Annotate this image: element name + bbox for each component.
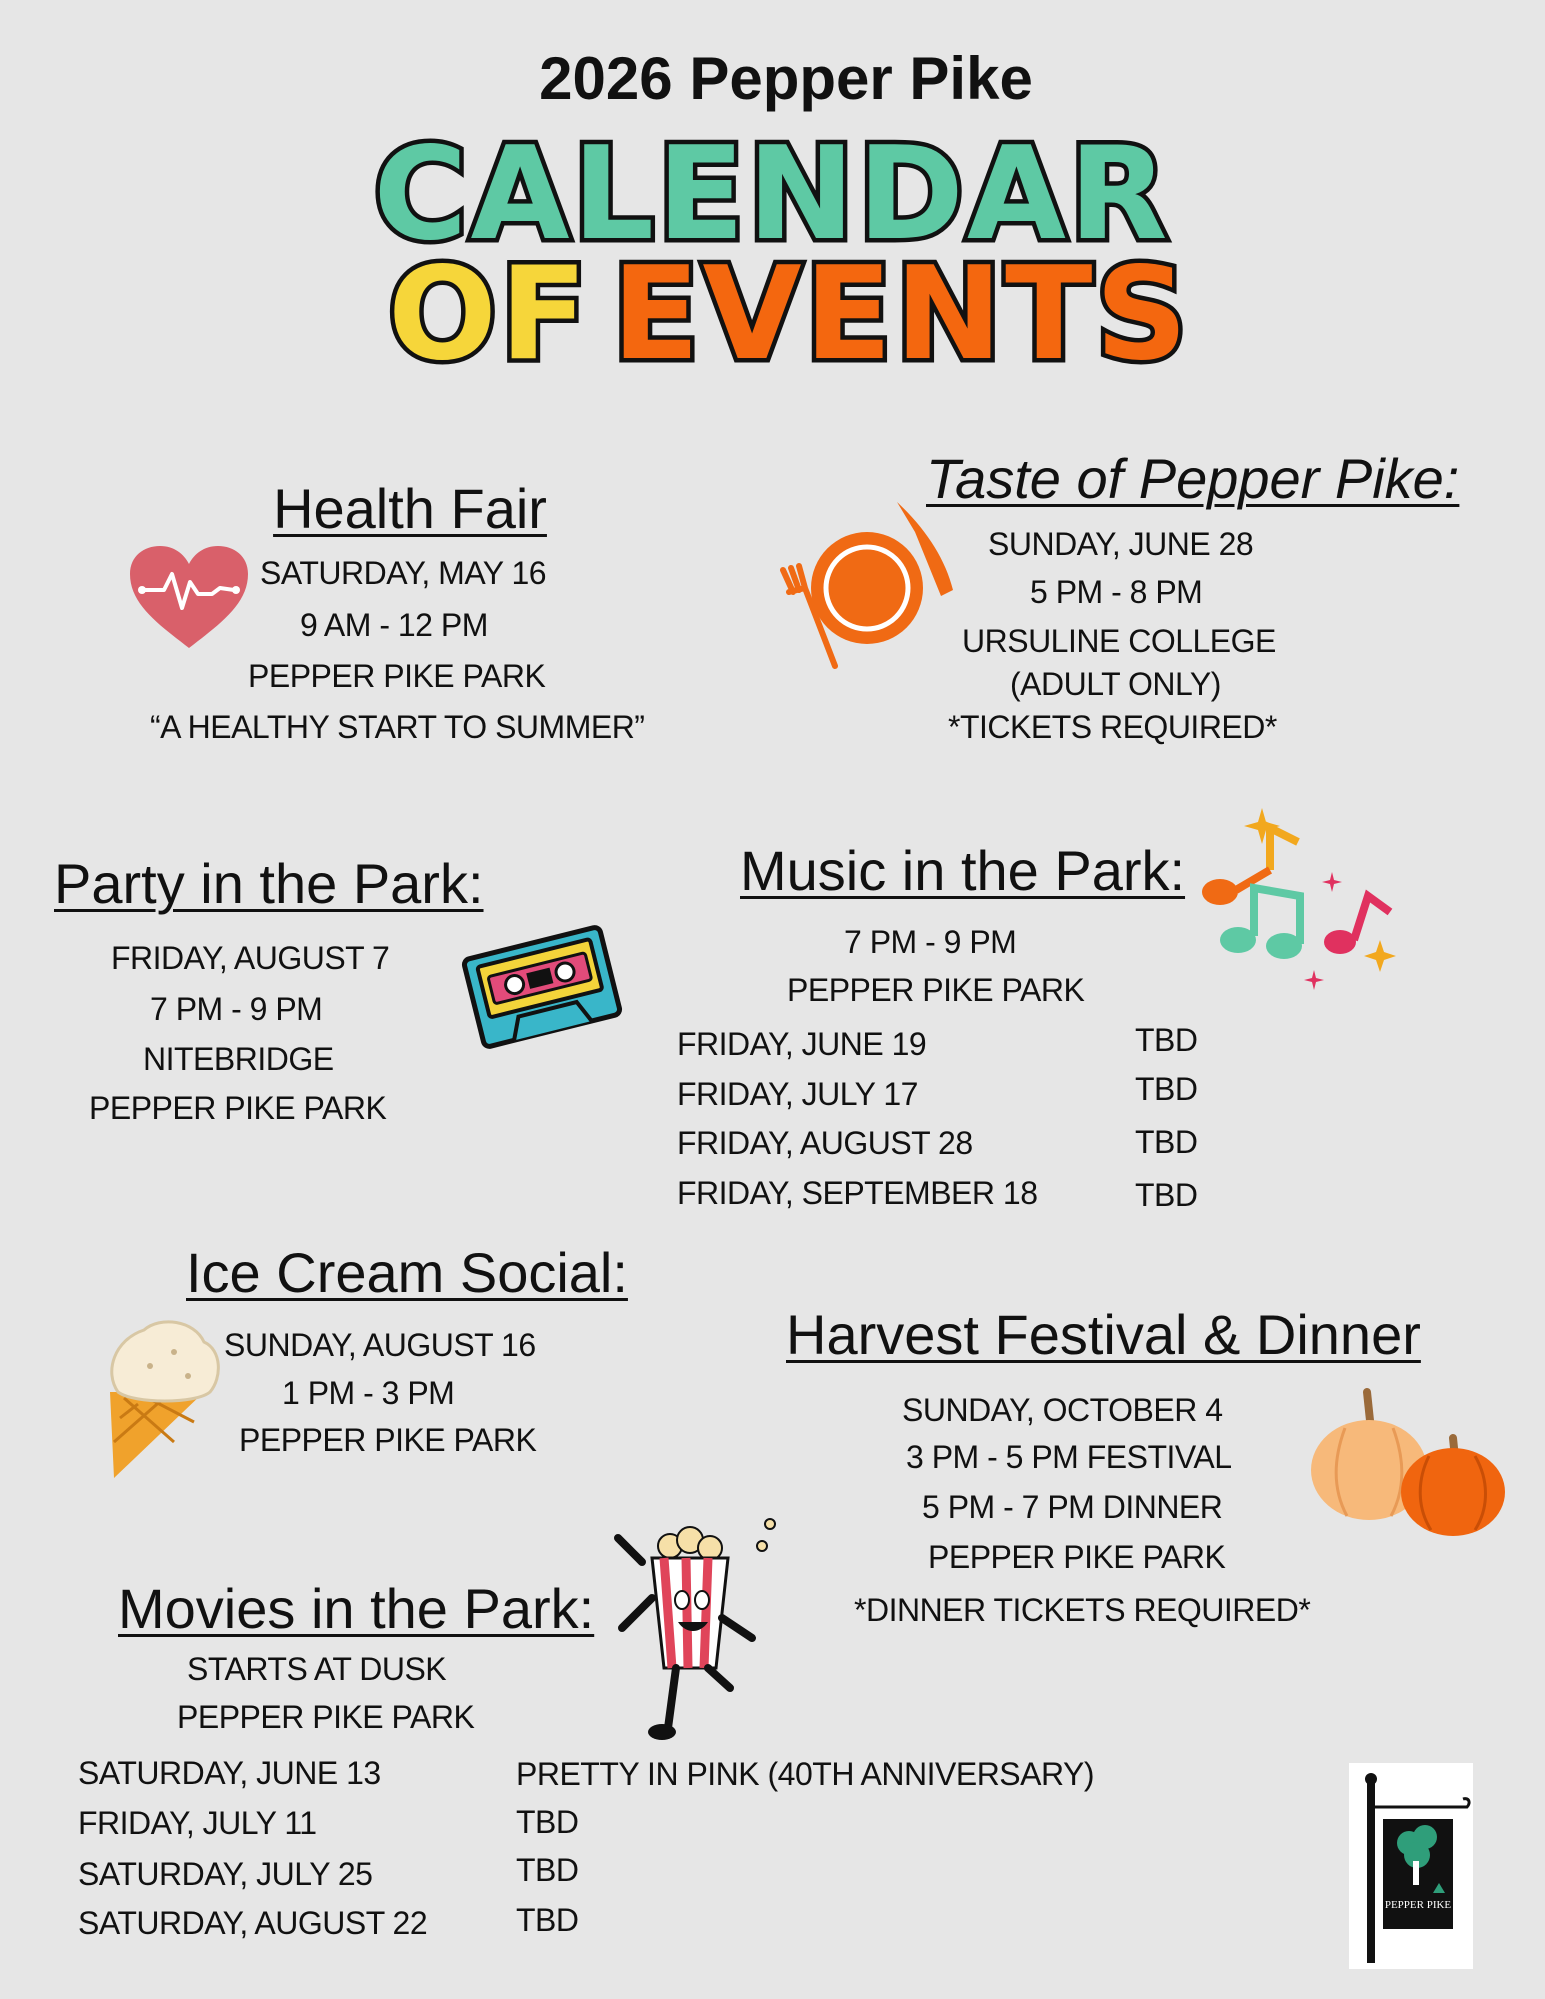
movies-location: PEPPER PIKE PARK — [177, 1699, 475, 1735]
ice-cream-location: PEPPER PIKE PARK — [239, 1422, 537, 1458]
movies-date-4: SATURDAY, AUGUST 22 — [78, 1905, 428, 1941]
harvest-date: SUNDAY, OCTOBER 4 — [902, 1392, 1223, 1428]
music-date-3: FRIDAY, AUGUST 28 — [677, 1125, 973, 1161]
health-fair-title: Health Fair — [273, 477, 547, 540]
music-act-3: TBD — [1135, 1124, 1198, 1160]
party-band: NITEBRIDGE — [143, 1041, 334, 1077]
harvest-title: Harvest Festival & Dinner — [786, 1303, 1421, 1366]
music-time: 7 PM - 9 PM — [844, 924, 1017, 960]
pumpkins-icon — [1305, 1380, 1505, 1540]
taste-date: SUNDAY, JUNE 28 — [988, 526, 1254, 562]
harvest-festival-time: 3 PM - 5 PM FESTIVAL — [906, 1439, 1232, 1475]
heart-pulse-icon — [128, 544, 250, 650]
events-word: EVENTS — [612, 240, 1191, 389]
taste-location: URSULINE COLLEGE — [962, 623, 1276, 659]
movies-title: Movies in the Park: — [118, 1577, 595, 1640]
music-act-4: TBD — [1135, 1177, 1198, 1213]
pepper-pike-sign-logo — [1349, 1763, 1473, 1969]
harvest-location: PEPPER PIKE PARK — [928, 1539, 1226, 1575]
ice-cream-time: 1 PM - 3 PM — [282, 1375, 455, 1411]
harvest-tickets: *DINNER TICKETS REQUIRED* — [854, 1592, 1311, 1628]
ice-cream-cone-icon — [104, 1312, 224, 1482]
movies-film-4: TBD — [516, 1902, 579, 1938]
music-date-1: FRIDAY, JUNE 19 — [677, 1026, 927, 1062]
health-fair-date: SATURDAY, MAY 16 — [260, 555, 547, 591]
music-date-2: FRIDAY, JULY 17 — [677, 1076, 918, 1112]
ice-cream-title: Ice Cream Social: — [186, 1241, 628, 1304]
party-date: FRIDAY, AUGUST 7 — [111, 940, 390, 976]
movies-film-1: PRETTY IN PINK (40TH ANNIVERSARY) — [516, 1756, 1095, 1792]
logo-text: PEPPER PIKE — [1384, 1899, 1452, 1911]
music-date-4: FRIDAY, SEPTEMBER 18 — [677, 1175, 1038, 1211]
music-title: Music in the Park: — [740, 839, 1186, 902]
plate-fork-knife-icon — [775, 498, 960, 673]
party-time: 7 PM - 9 PM — [150, 991, 323, 1027]
taste-time: 5 PM - 8 PM — [1030, 574, 1203, 610]
movies-film-3: TBD — [516, 1852, 579, 1888]
movies-start: STARTS AT DUSK — [187, 1651, 447, 1687]
music-act-2: TBD — [1135, 1071, 1198, 1107]
music-location: PEPPER PIKE PARK — [787, 972, 1085, 1008]
movies-date-2: FRIDAY, JULY 11 — [78, 1805, 317, 1841]
party-title: Party in the Park: — [54, 852, 484, 915]
of-word: OF — [388, 240, 591, 389]
harvest-dinner-time: 5 PM - 7 PM DINNER — [922, 1489, 1223, 1525]
popcorn-mascot-icon — [612, 1518, 782, 1748]
movies-date-3: SATURDAY, JULY 25 — [78, 1856, 373, 1892]
health-fair-time: 9 AM - 12 PM — [300, 607, 488, 643]
music-notes-icon — [1200, 800, 1410, 990]
party-location: PEPPER PIKE PARK — [89, 1090, 387, 1126]
movies-date-1: SATURDAY, JUNE 13 — [78, 1755, 381, 1791]
calendar-word: CALENDAR — [373, 120, 1171, 269]
ice-cream-date: SUNDAY, AUGUST 16 — [224, 1327, 536, 1363]
page-title: 2026 Pepper Pike — [539, 45, 1033, 112]
health-fair-tagline: “A HEALTHY START TO SUMMER” — [150, 709, 645, 745]
taste-title: Taste of Pepper Pike: — [926, 447, 1460, 510]
taste-tickets: *TICKETS REQUIRED* — [948, 709, 1277, 745]
cassette-tape-icon — [466, 912, 618, 1062]
movies-film-2: TBD — [516, 1804, 579, 1840]
health-fair-location: PEPPER PIKE PARK — [248, 658, 546, 694]
music-act-1: TBD — [1135, 1022, 1198, 1058]
taste-adult-only: (ADULT ONLY) — [1010, 666, 1221, 702]
